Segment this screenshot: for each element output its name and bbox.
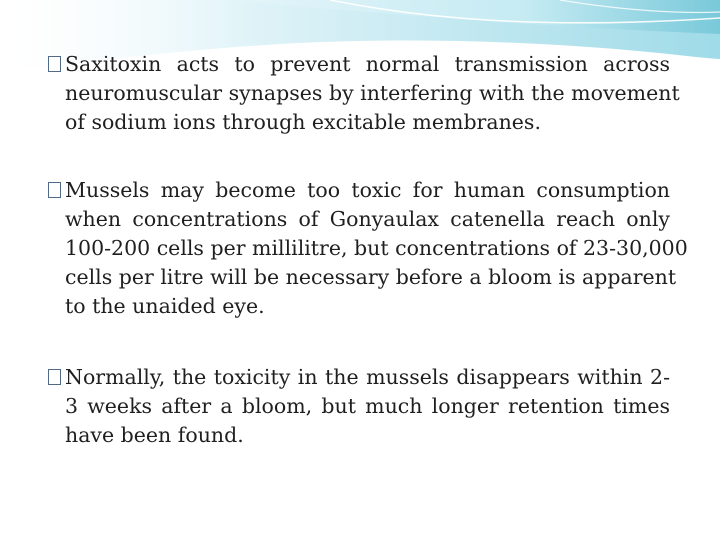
bullet-toxicity xyxy=(48,363,670,450)
bullet-marker-icon xyxy=(48,182,61,198)
bullet-mussels xyxy=(48,176,688,321)
content-area xyxy=(48,50,688,450)
bullet-line: when concentrations of Gonyaulax catenella reach only xyxy=(65,207,670,231)
bullet-line: of sodium ions through excitable membranes. xyxy=(65,110,541,134)
bullet-line: Mussels may become too toxic for human consumption xyxy=(65,178,670,202)
bullet-marker-icon xyxy=(48,56,61,72)
bullet-line: neuromuscular synapses by interfering with the movement xyxy=(65,81,680,105)
bullet-line: to the unaided eye. xyxy=(65,294,265,318)
bullet-line: Saxitoxin acts to prevent normal transmission across xyxy=(65,52,670,76)
bullet-line: cells per litre will be necessary before a bloom is apparent xyxy=(65,265,677,289)
bullet-saxitoxin xyxy=(48,50,680,137)
bullet-line: 3 weeks after a bloom, but much longer retention times xyxy=(65,394,670,418)
bullet-line: 100-200 cells per millilitre, but concentrations of 23-30,000 xyxy=(65,236,688,260)
bullet-line: have been found. xyxy=(65,423,244,447)
bullet-marker-icon xyxy=(48,369,61,385)
bullet-line: Normally, the toxicity in the mussels disappears within 2- xyxy=(65,365,670,389)
